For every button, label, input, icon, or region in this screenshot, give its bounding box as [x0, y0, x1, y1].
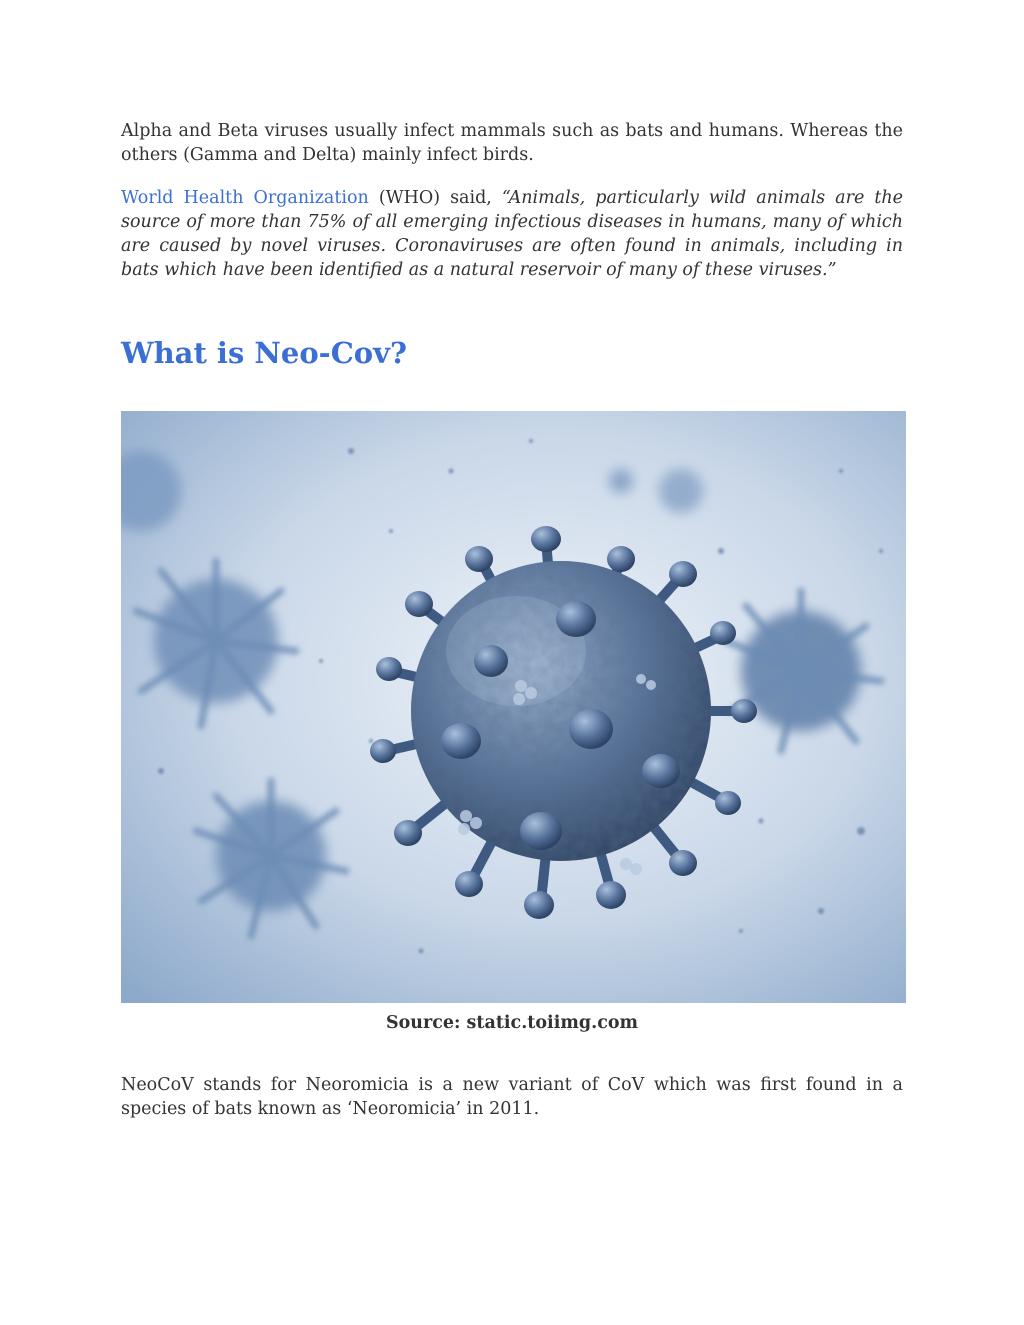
who-quote-paragraph [121, 186, 903, 282]
section-heading: What is Neo-Cov? [121, 336, 407, 370]
neocov-paragraph: NeoCoV stands for Neoromicia is a new variant of CoV which was first found in a species of bats known as ‘Neoromicia’ in 2011. [121, 1075, 903, 1119]
intro-paragraph: Alpha and Beta viruses usually infect mammals such as bats and humans. Whereas the others (Gamma and Delta) mainly infect birds. [121, 121, 903, 165]
image-caption: Source: static.toiimg.com [385, 1013, 639, 1033]
who-link[interactable]: World Health Organization [121, 188, 369, 208]
coronavirus-illustration [121, 411, 906, 1003]
virus-image [121, 411, 906, 1003]
who-quote-text: “Animals, particularly wild animals are the source of more than 75% of all emerging infectious diseases in humans, many of which are caused by novel viruses. Coronaviruses are often found in animals, including in bats which have been identified as a natural reservoir of many of these viruses.” [121, 188, 903, 280]
who-said-text: (WHO) said, [368, 188, 502, 208]
article-body [121, 119, 903, 1121]
